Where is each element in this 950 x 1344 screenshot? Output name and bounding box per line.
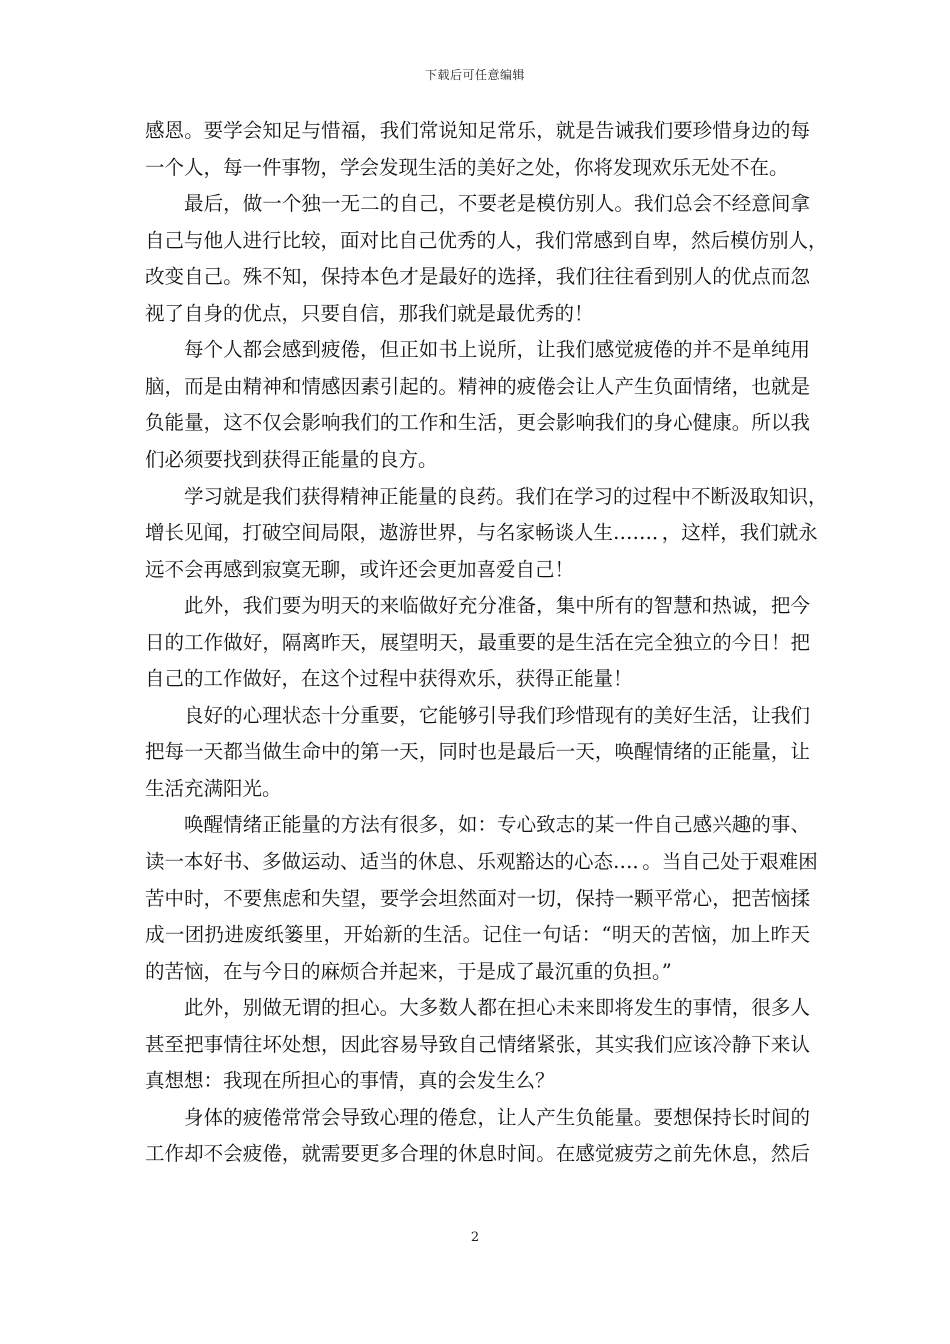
paragraph-9-line-1: 身体的疲倦常常会导致心理的倦怠，让人产生负能量。要想保持长时间的 xyxy=(184,1106,810,1129)
paragraph-9-line-2: 工作却不会疲倦，就需要更多合理的休息时间。在感觉疲劳之前先休息，然后 xyxy=(145,1142,810,1165)
paragraph-6-line-3: 生活充满阳光。 xyxy=(145,777,282,800)
paragraph-4-line-2: 增长见闻，打破空间局限，遨游世界，与名家畅谈人生……．，这样，我们就永 xyxy=(145,521,818,544)
paragraph-7-line-2: 读一本好书、多做运动、适当的休息、乐观豁达的心态…．。当自己处于艰难困 xyxy=(145,850,818,873)
paragraph-8-line-1: 此外，别做无谓的担心。大多数人都在担心未来即将发生的事情，很多人 xyxy=(184,996,810,1019)
paragraph-3-line-1: 每个人都会感到疲倦，但正如书上说所，让我们感觉疲倦的并不是单纯用 xyxy=(184,338,810,361)
paragraph-3-line-3: 负能量，这不仅会影响我们的工作和生活，更会影响我们的身心健康。所以我 xyxy=(145,411,810,434)
paragraph-3-line-4: 们必须要找到获得正能量的良方。 xyxy=(145,448,438,471)
page-number: 2 xyxy=(470,1230,480,1245)
paragraph-8-line-2: 甚至把事情往坏处想，因此容易导致自己情绪紧张，其实我们应该冷静下来认 xyxy=(145,1033,810,1056)
paragraph-4-line-3: 远不会再感到寂寞无聊，或许还会更加喜爱自己！ xyxy=(145,558,575,581)
paragraph-5-line-3: 自己的工作做好，在这个过程中获得欢乐，获得正能量！ xyxy=(145,667,633,690)
paragraph-2-line-3: 改变自己。殊不知，保持本色才是最好的选择，我们往往看到别人的优点而忽 xyxy=(145,265,810,288)
page-header: 下载后可任意编辑 xyxy=(424,68,525,82)
paragraph-1-line-2: 一个人，每一件事物，学会发现生活的美好之处，你将发现欢乐无处不在。 xyxy=(145,156,789,179)
paragraph-5-line-2: 日的工作做好，隔离昨天，展望明天，最重要的是生活在完全独立的今日！把 xyxy=(145,631,810,654)
paragraph-2-line-1: 最后，做一个独一无二的自己，不要老是模仿别人。我们总会不经意间拿 xyxy=(184,192,810,215)
paragraph-2-line-4: 视了自身的优点，只要自信，那我们就是最优秀的！ xyxy=(145,302,594,325)
paragraph-6-line-1: 良好的心理状态十分重要，它能够引导我们珍惜现有的美好生活，让我们 xyxy=(184,704,810,727)
paragraph-1-line-1: 感恩。要学会知足与惜福，我们常说知足常乐，就是告诫我们要珍惜身边的每 xyxy=(145,119,810,142)
paragraph-7-line-1: 唤醒情绪正能量的方法有很多，如：专心致志的某一件自己感兴趣的事、 xyxy=(184,813,810,836)
paragraph-5-line-1: 此外，我们要为明天的来临做好充分准备，集中所有的智慧和热诚，把今 xyxy=(184,594,810,617)
paragraph-8-line-3: 真想想：我现在所担心的事情，真的会发生么？ xyxy=(145,1069,555,1092)
paragraph-7-line-4: 成一团扔进废纸篓里，开始新的生活。记住一句话：“明天的苦恼，加上昨天 xyxy=(145,923,810,946)
paragraph-2-line-2: 自己与他人进行比较，面对比自己优秀的人，我们常感到自卑，然后模仿别人， xyxy=(145,229,828,252)
paragraph-7-line-3: 苦中时，不要焦虑和失望，要学会坦然面对一切，保持一颗平常心，把苦恼揉 xyxy=(145,887,810,910)
paragraph-3-line-2: 脑，而是由精神和情感因素引起的。精神的疲倦会让人产生负面情绪，也就是 xyxy=(145,375,810,398)
paragraph-7-line-5: 的苦恼，在与今日的麻烦合并起来，于是成了最沉重的负担。” xyxy=(145,960,672,983)
paragraph-4-line-1: 学习就是我们获得精神正能量的良药。我们在学习的过程中不断汲取知识， xyxy=(184,485,828,508)
paragraph-6-line-2: 把每一天都当做生命中的第一天，同时也是最后一天，唤醒情绪的正能量，让 xyxy=(145,740,810,763)
